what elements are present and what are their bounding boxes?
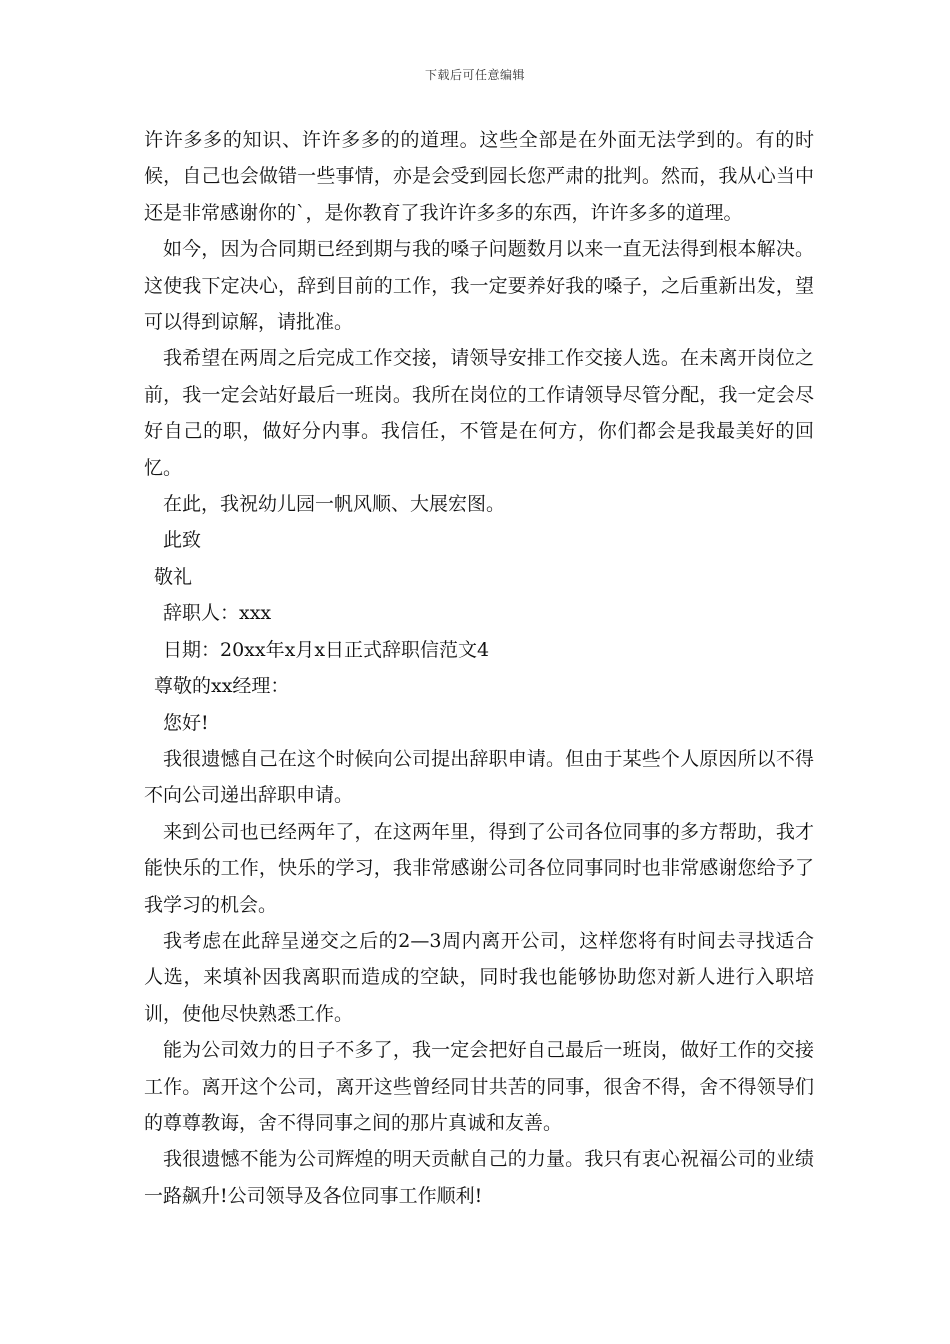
page-header: 下载后可任意编辑 [424, 68, 525, 82]
paragraph-6: 来到公司也已经两年了，在这两年里，得到了公司各位同事的多方帮助，我才能快乐的工作，快乐的学习，我非常感谢公司各位同事同时也非常感谢您给予了我学习的机会。 [144, 820, 814, 916]
paragraph-4: 在此，我祝幼儿园一帆风顺、大展宏图。 [163, 493, 506, 516]
paragraph-2: 如今，因为合同期已经到期与我的嗓子问题数月以来一直无法得到根本解决。这使我下定决心，辞到目前的工作，我一定要养好我的嗓子，之后重新出发，望可以得到谅解，请批准。 [144, 238, 814, 334]
paragraph-5: 我很遗憾自己在这个时候向公司提出辞职申请。但由于某些个人原因所以不得不向公司递出辞职申请。 [144, 747, 814, 807]
paragraph-3: 我希望在两周之后完成工作交接，请领导安排工作交接人选。在未离开岗位之前，我一定会站好最后一班岗。我所在岗位的工作请领导尽管分配，我一定会尽好自己的职，做好分内事。我信任，不管是在何方，你们都会是我最美好的回忆。 [144, 347, 814, 479]
closing-jingli: 敬礼 [154, 565, 193, 588]
document-body [144, 122, 814, 1214]
signature-name: 辞职人：xxx [163, 602, 272, 625]
paragraph-7: 我考虑在此辞呈递交之后的2—3周内离开公司，这样您将有时间去寻找适合人选，来填补因我离职而造成的空缺，同时我也能够协助您对新人进行入职培训，使他尽快熟悉工作。 [144, 929, 814, 1025]
closing-cizhi: 此致 [163, 529, 202, 552]
paragraph-1: 许许多多的知识、许许多多的的道理。这些全部是在外面无法学到的。有的时候，自己也会做错一些事情，亦是会受到园长您严肃的批判。然而，我从心当中还是非常感谢你的`，是你教育了我许许多多的东西，许许多多的道理。 [144, 129, 814, 224]
paragraph-9: 我很遗憾不能为公司辉煌的明天贡献自己的力量。我只有衷心祝福公司的业绩一路飙升!公司领导及各位同事工作顺利! [144, 1148, 814, 1207]
greeting: 您好! [163, 711, 209, 734]
paragraph-8: 能为公司效力的日子不多了，我一定会把好自己最后一班岗，做好工作的交接工作。离开这个公司，离开这些曾经同甘共苦的同事，很舍不得，舍不得领导们的尊尊教诲，舍不得同事之间的那片真诚和友善。 [144, 1039, 814, 1134]
signature-date: 日期：20xx年x月x日正式辞职信范文4 [163, 638, 490, 661]
salutation: 尊敬的xx经理： [154, 675, 290, 698]
